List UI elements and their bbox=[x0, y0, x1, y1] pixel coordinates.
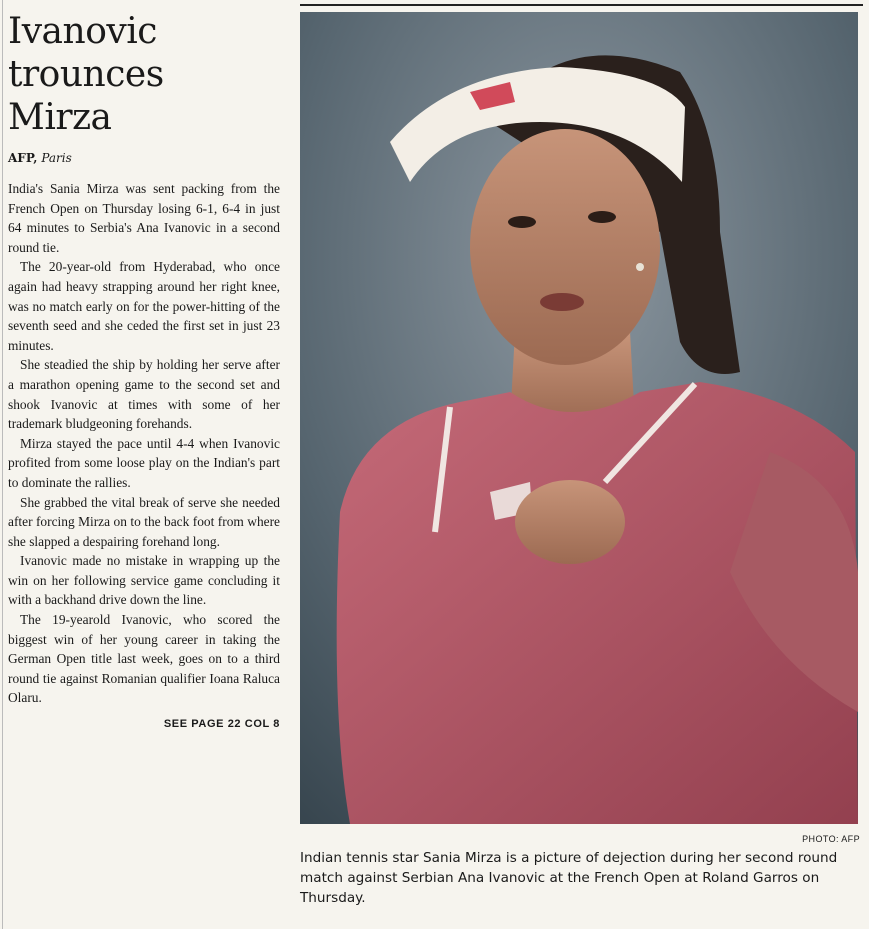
photo-column bbox=[300, 12, 860, 908]
mouth bbox=[540, 293, 584, 311]
headline-line: trounces bbox=[8, 54, 164, 95]
column-rule bbox=[2, 0, 3, 929]
article-paragraph: She grabbed the vital break of serve she needed after forcing Mirza on to the back foot from where she slapped a despairing forehand long. bbox=[8, 494, 280, 549]
hand bbox=[515, 480, 625, 564]
face bbox=[470, 129, 660, 365]
article-paragraph: The 20-year-old from Hyderabad, who once again had heavy strapping around her right knee, was no match early on for the power-hitting of the seventh seed and she ceded the first set in just 23 minutes. bbox=[8, 259, 280, 353]
right-eye bbox=[588, 211, 616, 223]
continuation-note: SEE PAGE 22 COL 8 bbox=[163, 718, 280, 731]
article-paragraph: Mirza stayed the pace until 4-4 when Ivanovic profited from some loose play on the Indian's part to dominate the rallies. bbox=[8, 435, 280, 490]
headline-line: Ivanovic bbox=[8, 11, 157, 52]
photo-caption: Indian tennis star Sania Mirza is a picture of dejection during her second round match against Serbian Ana Ivanovic at the French Open at Roland Garros on Thursday. bbox=[300, 850, 838, 906]
article-paragraph: She steadied the ship by holding her serve after a marathon opening game to the second set and shook Ivanovic at times with some of her trademark bludgeoning forehands. bbox=[8, 357, 280, 432]
article-paragraph: India's Sania Mirza was sent packing from the French Open on Thursday losing 6-1, 6-4 in just 64 minutes to Serbia's Ana Ivanovic in a second round tie. bbox=[8, 181, 280, 255]
article-column bbox=[8, 10, 280, 730]
article-body bbox=[8, 179, 280, 708]
byline bbox=[8, 151, 280, 165]
photo-credit: PHOTO: AFP bbox=[802, 834, 860, 844]
headline-line: Mirza bbox=[8, 97, 112, 138]
headline bbox=[8, 10, 280, 139]
news-photo bbox=[300, 12, 858, 824]
byline-place: Paris bbox=[41, 151, 72, 165]
earring bbox=[636, 263, 644, 271]
top-rule bbox=[300, 4, 863, 6]
byline-agency: AFP, bbox=[8, 151, 38, 165]
left-eye bbox=[508, 216, 536, 228]
article-paragraph: Ivanovic made no mistake in wrapping up the win on her following service game concluding it with a backhand drive down the line. bbox=[8, 553, 280, 608]
article-paragraph: The 19-yearold Ivanovic, who scored the biggest win of her young career in taking the German Open title last week, goes on to a third round tie against Romanian qualifier Ioana Raluca Olaru. bbox=[8, 612, 280, 706]
tennis-player-photo bbox=[300, 12, 858, 824]
